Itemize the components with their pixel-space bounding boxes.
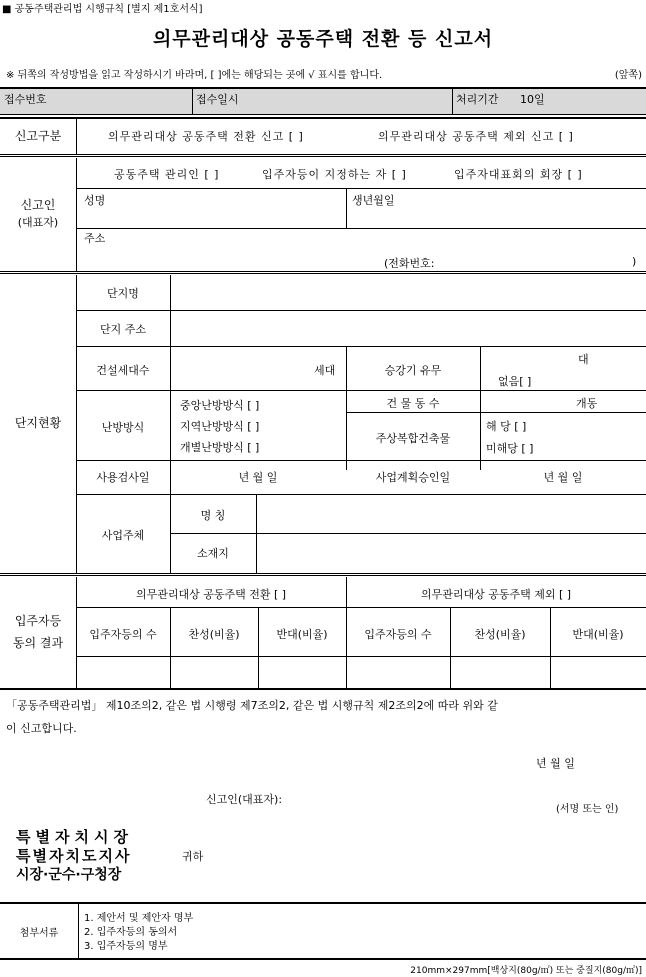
recipient-line3: 시장·군수·구청장 bbox=[16, 867, 122, 883]
name-field[interactable]: 성명 bbox=[84, 194, 106, 207]
report-type-conversion-option[interactable]: 의무관리대상 공동주택 전환 신고 [ ] bbox=[108, 130, 304, 143]
elevator-label: 승강기 유무 bbox=[384, 364, 442, 377]
developer-name-label: 명 칭 bbox=[200, 509, 226, 522]
recipient-line2: 특별자치도지사 bbox=[16, 847, 132, 865]
exclusion-count-header: 입주자등의 수 bbox=[364, 628, 432, 641]
address-field[interactable]: 주소 bbox=[84, 232, 106, 245]
mixed-use-yes-option[interactable]: 해 당 [ ] bbox=[486, 420, 527, 433]
exclusion-against-header: 반대(비율) bbox=[572, 628, 624, 641]
signer-label: 신고인(대표자): bbox=[206, 793, 283, 806]
receipt-date-label: 접수일시 bbox=[196, 93, 239, 106]
consent-sublabel: 동의 결과 bbox=[12, 636, 64, 650]
declaration-text-line1: 「공동주택관리법」 제10조의2, 같은 법 시행령 제7조의2, 같은 법 시행규칙 제2조의2에 따라 위와 같 bbox=[6, 699, 498, 712]
processing-period-label: 처리기간 bbox=[456, 93, 499, 106]
heating-central-option[interactable]: 중앙난방방식 [ ] bbox=[180, 399, 260, 412]
use-approval-date[interactable]: 년 월 일 bbox=[238, 471, 278, 484]
consent-label: 입주자등 bbox=[14, 614, 62, 628]
conversion-for-header: 찬성(비율) bbox=[188, 628, 240, 641]
processing-period-value: 10일 bbox=[520, 93, 545, 106]
declaration-text-line2: 이 신고합니다. bbox=[6, 722, 77, 735]
mixed-use-label: 주상복합건축물 bbox=[375, 432, 451, 445]
attachment-item-3: 3. 입주자등의 명부 bbox=[84, 941, 168, 952]
heating-district-option[interactable]: 지역난방방식 [ ] bbox=[180, 420, 260, 433]
phone-close: ) bbox=[632, 255, 637, 268]
conversion-count-header: 입주자등의 수 bbox=[89, 628, 157, 641]
law-reference: ■ 공동주택관리법 시행규칙 [별지 제1호서식] bbox=[2, 4, 203, 15]
page-side: (앞쪽) bbox=[614, 70, 642, 81]
receipt-row-shade bbox=[0, 88, 646, 114]
attachment-item-2: 2. 입주자등의 동의서 bbox=[84, 927, 178, 938]
birthdate-field[interactable]: 생년월일 bbox=[352, 194, 395, 207]
form-title: 의무관리대상 공동주택 전환 등 신고서 bbox=[152, 28, 494, 50]
role-chair-option[interactable]: 입주자대표회의 회장 [ ] bbox=[454, 168, 583, 181]
paper-spec: 210mm×297mm[백상지(80g/㎡) 또는 중질지(80g/㎡)] bbox=[410, 966, 642, 976]
signature-note[interactable]: (서명 또는 인) bbox=[556, 804, 619, 815]
developer-address-label: 소재지 bbox=[197, 547, 229, 560]
elevator-unit: 대 bbox=[578, 353, 589, 366]
attachment-item-1: 1. 제안서 및 제안자 명부 bbox=[84, 913, 194, 924]
receipt-number-label: 접수번호 bbox=[4, 93, 47, 106]
complex-address-label: 단지 주소 bbox=[99, 323, 146, 336]
developer-label: 사업주체 bbox=[101, 529, 145, 542]
buildings-unit: 개동 bbox=[576, 397, 598, 410]
complex-name-label: 단지명 bbox=[107, 287, 139, 300]
reporter-label: 신고인 bbox=[20, 198, 56, 212]
buildings-label: 건 물 동 수 bbox=[386, 397, 440, 410]
reporter-sublabel: (대표자) bbox=[17, 216, 59, 229]
report-type-exclusion-option[interactable]: 의무관리대상 공동주택 제외 신고 [ ] bbox=[378, 130, 574, 143]
recipient-suffix: 귀하 bbox=[182, 850, 204, 863]
use-approval-label: 사용검사일 bbox=[96, 471, 150, 484]
elevator-none-option[interactable]: 없음[ ] bbox=[498, 375, 532, 388]
complex-status-label: 단지현황 bbox=[14, 416, 62, 430]
heating-label: 난방방식 bbox=[101, 421, 145, 434]
conversion-against-header: 반대(비율) bbox=[276, 628, 328, 641]
instruction-notice: ※ 뒤쪽의 작성방법을 읽고 작성하시기 바라며, [ ]에는 해당되는 곳에 √ 표시를 합니다. bbox=[6, 70, 383, 81]
report-type-label: 신고구분 bbox=[14, 129, 62, 143]
households-label: 건설세대수 bbox=[96, 364, 150, 377]
heating-individual-option[interactable]: 개별난방방식 [ ] bbox=[180, 441, 260, 454]
exclusion-for-header: 찬성(비율) bbox=[474, 628, 526, 641]
plan-approval-date[interactable]: 년 월 일 bbox=[543, 471, 583, 484]
plan-approval-label: 사업계획승인일 bbox=[375, 471, 451, 484]
households-unit: 세대 bbox=[314, 364, 336, 377]
consent-exclusion-group[interactable]: 의무관리대상 공동주택 제외 [ ] bbox=[420, 588, 572, 601]
phone-field[interactable]: (전화번호: bbox=[384, 257, 435, 270]
mixed-use-no-option[interactable]: 미해당 [ ] bbox=[486, 442, 534, 455]
attachments-label: 첨부서류 bbox=[19, 928, 59, 939]
consent-conversion-group[interactable]: 의무관리대상 공동주택 전환 [ ] bbox=[135, 588, 287, 601]
role-designated-option[interactable]: 입주자등이 지정하는 자 [ ] bbox=[262, 168, 407, 181]
declaration-date[interactable]: 년 월 일 bbox=[536, 757, 575, 770]
recipient-line1: 특별자치시장 bbox=[16, 828, 133, 846]
role-manager-option[interactable]: 공동주택 관리인 [ ] bbox=[114, 168, 220, 181]
